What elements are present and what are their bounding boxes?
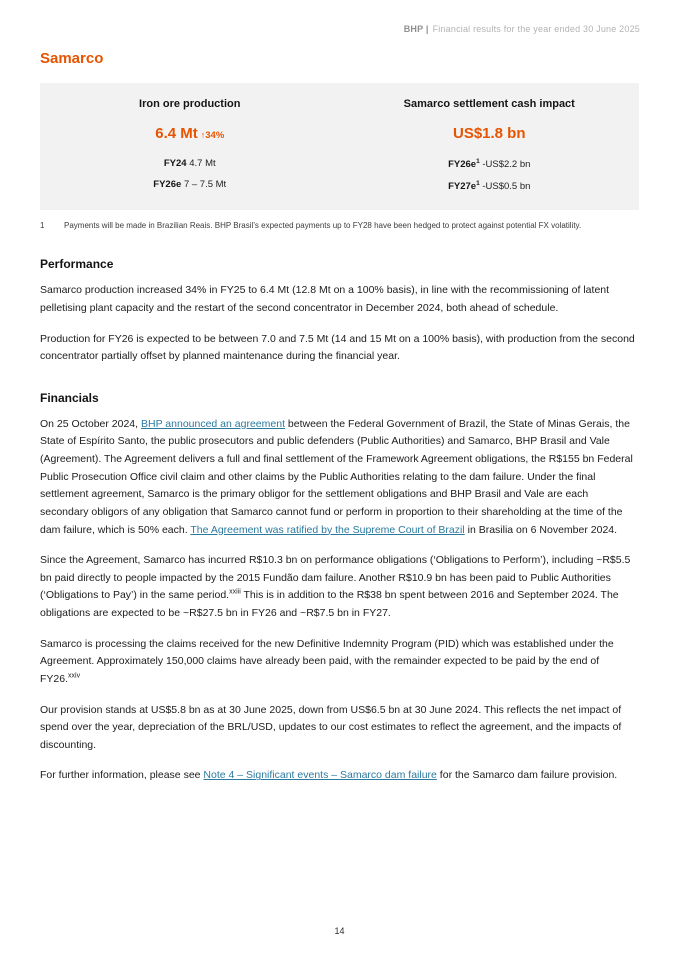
section-heading: Financials [40, 390, 99, 405]
paragraph: For further information, please see Note 4 – Significant events – Samarco dam failure for the Samarco dam failure provision. [40, 769, 618, 782]
stat-rows [40, 158, 340, 190]
paragraph: Since the Agreement, Samarco has incurred R$10.3 bn on performance obligations (‘Obligations to Perform’), including ~R$5.5 bn paid directly to people impacted by the 2015 Fundão dam failure. Another R$10.9 bn has been paid to Public Authorities (‘Obligations to Pay’) in the same period.$^{xxiii}$ This is in addition to the R$38 bn spent between 2016 and September 2024. The obligations are expected to be ~R$27.5 bn in FY26 and ~R$7.5 bn in FY27. [40, 554, 631, 620]
footnote-ref: xxiv [68, 672, 81, 680]
footnote-marker: 1 [40, 221, 45, 231]
report-header [404, 24, 640, 34]
increase-arrow-icon: ↑ [200, 130, 206, 140]
stat-row [340, 158, 640, 170]
stat-label: Iron ore production [139, 98, 241, 110]
stat-row-label: FY26e [153, 179, 182, 190]
stat-label: Samarco settlement cash impact [403, 98, 575, 110]
footnote-text: Payments will be made in Brazilian Reais. BHP Brasil’s expected payments up to FY28 have been hedged to protect against potential FX volatility. [64, 221, 582, 231]
stat-value-text: 6.4 Mt [155, 125, 198, 142]
footnote-ref: 1 [476, 180, 480, 188]
paragraph: On 25 October 2024, BHP announced an agreement between the Federal Government of Brazil, the State of Minas Gerais, the State of Espírito Santo, the public prosecutors and public defenders (Public Authorities) and Samarco, BHP Brasil and Vale (Agreement). The Agreement delivers a full and final settlement of the Framework Agreement obligations, the R$155 bn Federal Public Prosecution Office civil claim and other claims by the Public Authorities relating to the dam failure. Under the final settlement agreement, Samarco is the primary obligor for the settlement obligations and BHP Brasil and Vale are each secondary obligors of any obligation that Samarco cannot fund or perform in proportion to their shareholding at the time of the dam failure, which is 50% each. The Agreement was ratified by the Supreme Court of Brazil in Brasilia on 6 November 2024. [40, 417, 633, 536]
inline-link[interactable]: The Agreement was ratified by the Supreme Court of Brazil [190, 523, 465, 536]
paragraph: Production for FY26 is expected to be between 7.0 and 7.5 Mt (14 and 15 Mt on a 100% basis), with production from the second concentrator partially offset by planned maintenance during the financial year. [40, 332, 635, 363]
stat-row-value: 4.7 Mt [189, 158, 216, 169]
stat-row [340, 180, 640, 192]
stat-row-value: -US$0.5 bn [482, 181, 531, 193]
stat-value-text: US$1.8 bn [452, 125, 526, 142]
stat-value [40, 125, 340, 142]
stat-row-value: -US$2.2 bn [482, 159, 531, 171]
stat-delta-text: 34% [205, 130, 225, 141]
header-title: Financial results for the year ended 30 June 2025 [432, 24, 640, 34]
stat-rows [340, 158, 640, 192]
page-number: 14 [334, 926, 345, 936]
footnote [40, 220, 639, 232]
footnote-ref: 1 [476, 158, 480, 165]
page-title: Samarco [40, 50, 104, 67]
stat-value [340, 125, 640, 142]
paragraph: Samarco production increased 34% in FY25 to 6.4 Mt (12.8 Mt on a 100% basis), in line with the recommissioning of latent pelletising plant capacity and the restart of the second concentrator in December 2024, both ahead of schedule. [40, 284, 610, 314]
stat-row-label: $FY27e^1$ [448, 180, 480, 193]
stat-row [40, 158, 340, 169]
sections [40, 257, 639, 785]
inline-link[interactable]: Note 4 – Significant events – Samarco dam failure [203, 769, 437, 782]
stats-box [40, 83, 639, 210]
stat-row-label: FY24 [163, 158, 187, 169]
section-heading: Performance [40, 257, 114, 272]
footnote-ref: xxiii [229, 588, 241, 596]
stat-row-label: $FY26e^1$ [448, 158, 480, 171]
stat-delta [201, 130, 225, 141]
stat-card-settlement-cash-impact [340, 98, 640, 202]
header-brand: BHP | [403, 24, 429, 34]
stat-row [40, 179, 340, 190]
stat-row-value: 7 – 7.5 Mt [183, 179, 227, 190]
paragraph: Samarco is processing the claims received for the new Definitive Indemnity Program (PID) which was established under the Agreement. Approximately 150,000 claims have already been paid, with the remainder expected to be paid by the end of FY26.$^{xxiv}$ [40, 637, 614, 685]
stat-card-iron-ore-production [40, 98, 340, 202]
paragraph: Our provision stands at US$5.8 bn as at 30 June 2025, down from US$6.5 bn at 30 June 2024. This reflects the net impact of spend over the year, depreciation of the BRL/USD, updates to our cost estimates to reflect the agreement, and the impacts of discounting. [40, 703, 622, 751]
inline-link[interactable]: BHP announced an agreement [140, 417, 285, 430]
